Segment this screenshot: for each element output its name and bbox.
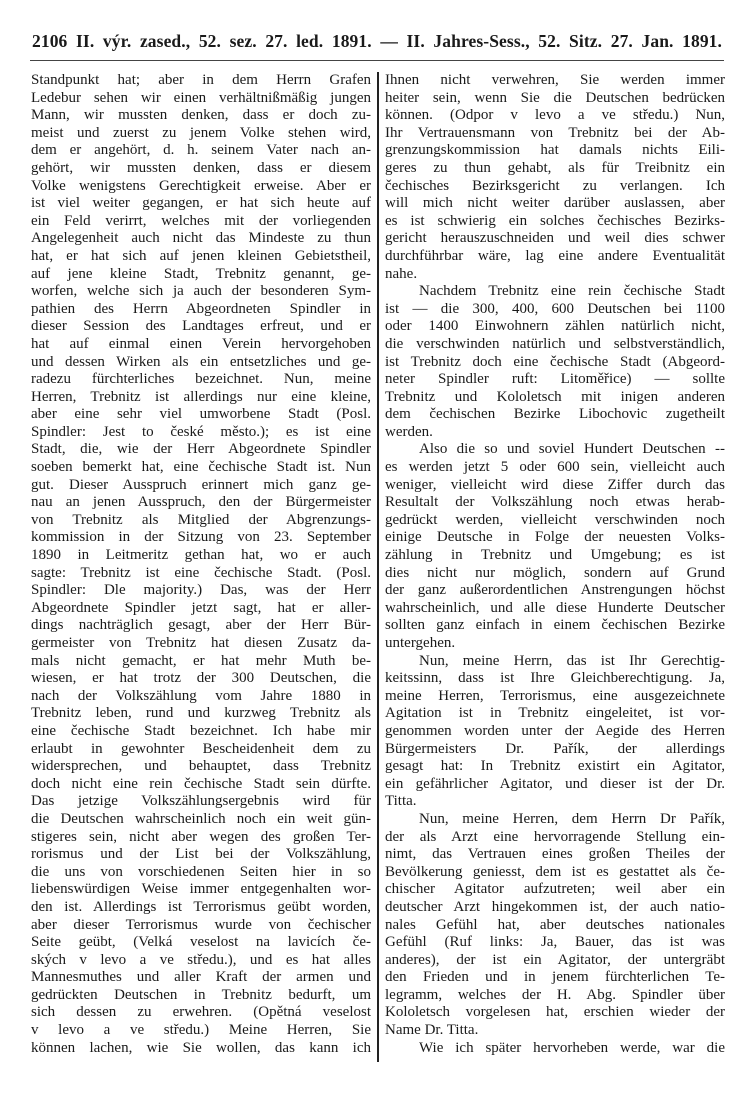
text-line: Mannesmuthes und aller Kraft der armen und xyxy=(31,969,371,986)
text-line: meist und zuerst zu jenem Volke stehen wird, xyxy=(31,124,371,141)
text-line: werden. xyxy=(385,423,433,440)
text-line: nahe. xyxy=(385,265,418,282)
text-line: oder 1400 Einwohnern zählen natürlich nicht, xyxy=(385,318,725,335)
text-line: Also die so und soviel Hundert Deutschen -- xyxy=(419,441,725,458)
text-line: anderes), der ist ein Agitator, der untergräbt xyxy=(385,951,725,968)
text-line: der ganz außerordentlichen Anstrengungen höchst xyxy=(385,582,725,599)
paragraph xyxy=(385,1040,725,1058)
text-line: sollten ganz einfach in einem čechischen Bezirke xyxy=(385,617,725,634)
text-line: doch nicht eine rein čechische Stadt sein dürfte. xyxy=(31,775,371,792)
text-line: einige Deutsche in Folge der neuesten Volks- xyxy=(385,529,725,546)
text-line: ein Feld verirrt, welches mit der vorliegenden xyxy=(31,212,371,229)
text-line: čechisches Bezirksgericht zu verlangen. Ich xyxy=(385,177,725,194)
text-line: Nachdem Trebnitz eine rein čechische Stadt xyxy=(419,283,725,300)
text-line: liebenswürdigen Weise immer entgegenhalten wor- xyxy=(31,881,371,898)
text-line: dieser Session des Landtages erfreut, und er xyxy=(31,318,371,335)
page-header: 2106 II. výr. zased., 52. sez. 27. led. 1891. — II. Jahres-Sess., 52. Sitz. 27. Jan. 1891. xyxy=(32,31,722,51)
text-line: gut. Dieser Ausspruch erinnert mich ganz ge- xyxy=(31,476,371,493)
text-line: ein gefährlicher Agitator, und dieser ist der Dr. xyxy=(385,775,725,792)
text-line: hat auf einmal einen Verein hervorgehoben xyxy=(31,335,371,352)
text-line: Resultalt der Volkszählung noch etwas herab- xyxy=(385,494,725,511)
text-line: Kololetsch vorgelesen hat, erschien wieder der xyxy=(385,1004,725,1021)
text-line: 1890 in Leitmeritz gethan hat, wo er auch xyxy=(31,547,371,564)
text-line: erlaubt in gewohnter Bescheidenheit dem zu xyxy=(31,740,371,757)
text-line: deutscher Arzt hingekommen ist, der auch natio- xyxy=(385,898,725,915)
text-line: Volke wenigstens Gerechtigkeit erweise. Aber er xyxy=(31,177,371,194)
text-line: wahrscheinlich, und alle diese Hunderte Deutscher xyxy=(385,599,725,616)
text-line: sagte: Trebnitz ist eine čechische Stadt. (Posl. xyxy=(31,564,371,581)
text-line: untergehen. xyxy=(385,635,456,651)
text-line: soeben bemerkt hat, eine čechische Stadt ist. Nun xyxy=(31,459,371,476)
paragraph xyxy=(385,653,725,811)
text-line: gehört, wir mussten denken, dass er diesem xyxy=(31,159,371,176)
text-line: Ledebur sehen wir einen verhältnißmäßig jungen xyxy=(31,89,371,106)
text-line: können lachen, wie Sie wollen, das kann ich xyxy=(31,1039,371,1056)
text-line: Abgeordnete Spindler jetzt sagt, hat er aller- xyxy=(31,599,371,616)
text-line: Nun, meine Herrn, das ist Ihr Gerechtig- xyxy=(419,652,725,669)
header-rule xyxy=(30,60,724,61)
text-line: ist Trebnitz doch eine čechische Stadt (Abgeord- xyxy=(385,353,725,370)
text-line: pathien des Herrn Abgeordneten Spindler in xyxy=(31,300,371,317)
text-line: meine Herren, Terrorismus, eine ausgezeichnete xyxy=(385,687,725,704)
text-line: es ist schwierig ein solches čechisches Bezirks- xyxy=(385,212,725,229)
text-line: weniger, vielleicht wird diese Ziffer durch das xyxy=(385,476,725,493)
text-line: stigeres sein, nicht aber wegen des großen Ter- xyxy=(31,828,371,845)
text-line: heiter sein, wenn Sie die Deutschen bedrücken xyxy=(385,89,725,106)
text-line: v levo a ve středu.) Meine Herren, Sie xyxy=(31,1022,371,1039)
text-line: nach der Volkszählung vom Jahre 1880 in xyxy=(31,687,371,704)
text-line: dem čechischen Bezirke Libochovic zugetheilt xyxy=(385,406,725,423)
text-line: gericht herauszuschneiden und weil dies schwer xyxy=(385,230,725,247)
text-line: nau an jenen Ausspruch, den der Bürgermeister xyxy=(31,494,371,511)
text-line: geres zu thun gehabt, als für Treibnitz ein xyxy=(385,159,725,176)
text-line: neter Spindler ruft: Litoměřice) — sollte xyxy=(385,371,725,388)
column-divider xyxy=(377,72,379,1062)
text-line: auf jene kleine Stadt, Trebnitz genannt, ge- xyxy=(31,265,371,282)
text-line: gedrückten Deutschen in Trebnitz bedurft, um xyxy=(31,986,371,1003)
text-line: eine čechische Stadt bezeichnet. Ich habe mir xyxy=(31,722,371,739)
text-line: Titta. xyxy=(385,793,417,810)
text-line: gedrückt werden, vielleicht verschwinden noch xyxy=(385,511,725,528)
paragraph xyxy=(31,72,371,1057)
text-line: aber dieser Terrorismus wurde von čechischer xyxy=(31,916,371,933)
text-line: durchführbar wäre, lag eine andere Eventualität xyxy=(385,247,725,264)
text-line: Ihr Vertrauensmann von Trebnitz bei der Ab- xyxy=(385,124,725,141)
text-line: Agitation ist in Trebnitz eingeleitet, ist vor- xyxy=(385,705,725,722)
text-line: grenzungskommission hat damals nichts Eili- xyxy=(385,142,725,159)
text-line: den Frieden und in jenem fürchterlichen Te- xyxy=(385,969,725,986)
paragraph xyxy=(385,72,725,283)
paragraph xyxy=(385,811,725,1040)
text-line: Spindler: Dle majority.) Das, was der Herr xyxy=(31,582,371,599)
text-line: von Trebnitz als Mitglied der Abgrenzungs- xyxy=(31,511,371,528)
text-line: der als Arzt eine hervorragende Stellung ein- xyxy=(385,828,725,845)
text-line: rorismus und der List bei der Volkszählung, xyxy=(31,846,371,863)
text-line: legramm, welches der H. Abg. Spindler über xyxy=(385,986,725,1003)
text-line: dem er angehört, d. h. seinem Vater nach an- xyxy=(31,142,371,159)
text-line: Bevölkerung geniesst, dem ist es gestattet als če- xyxy=(385,863,725,880)
text-line: Standpunkt hat; aber in dem Herrn Grafen xyxy=(31,72,371,88)
text-line: ist — die 300, 400, 600 Deutschen bei 1100 xyxy=(385,300,725,317)
text-line: germeister von Trebnitz hat diesen Zusatz da- xyxy=(31,635,371,651)
text-line: Seite geübt, (Velká veselost na lavicích če- xyxy=(31,934,371,951)
text-line: nimt, das Vertrauen eines großen Theiles der xyxy=(385,846,725,863)
text-line: worfen, welche sich ja auch der besonderen Sym- xyxy=(31,283,371,300)
text-line: den ist. Allerdings ist Terrorismus geübt worden, xyxy=(31,898,371,915)
text-line: die verschwinden natürlich und selbstverständlich, xyxy=(385,335,725,352)
text-line: aber eine sehr viel umworbene Stadt (Posl. xyxy=(31,406,371,423)
text-line: Herren, Trebnitz ist allerdings nur eine kleine, xyxy=(31,388,371,405)
text-line: Trebnitz und Kololetsch mit inigen anderen xyxy=(385,388,725,405)
paragraph xyxy=(385,441,725,652)
text-line: wiesen, er hat trotz der 300 Deutschen, die xyxy=(31,670,371,687)
text-line: Gefühl (Ruf links: Ja, Bauer, das ist was xyxy=(385,934,725,951)
text-line: mals nicht gemacht, er hat mehr Muth be- xyxy=(31,652,371,669)
text-line: sich dessen zu erwehren. (Opětná veselost xyxy=(31,1004,371,1021)
text-line: Spindler: Jest to české město.); es ist eine xyxy=(31,423,371,440)
text-line: Name Dr. Titta. xyxy=(385,1022,479,1039)
text-line: radezu fürchterliches bezeichnet. Nun, meine xyxy=(31,371,371,388)
text-line: will mich nicht weiter darüber auslassen, aber xyxy=(385,195,725,212)
text-line: Wie ich später hervorheben werde, war die xyxy=(419,1039,725,1056)
text-line: keitssinn, dass ist Ihre Gleichberechtigung. Ja, xyxy=(385,670,725,687)
text-line: gesagt hat: In Trebnitz existirt ein Agitator, xyxy=(385,758,725,775)
text-line: Ihnen nicht verwehren, Sie werden immer xyxy=(385,72,725,88)
text-line: ských v levo a ve středu.), und es hat alles xyxy=(31,951,371,968)
paragraph xyxy=(385,283,725,441)
text-line: können. (Odpor v levo a ve středu.) Nun, xyxy=(385,107,725,124)
text-line: Stadt, die, wie der Herr Abgeordnete Spindler xyxy=(31,441,371,458)
text-line: Mann, wir mussten denken, dass er doch zu- xyxy=(31,107,371,124)
text-line: dings nachträglich gesagt, aber der Herr Bür- xyxy=(31,617,371,634)
column-right xyxy=(385,72,725,1057)
text-line: Angelegenheit auch nicht das Mindeste zu thun xyxy=(31,230,371,247)
text-line: Bürgermeisters Dr. Pařík, der allerdings xyxy=(385,740,725,757)
text-line: Das jetzige Volkszählungsergebnis wird für xyxy=(31,793,371,810)
text-line: kommission in der Sitzung von 23. September xyxy=(31,529,371,546)
text-line: Nun, meine Herren, dem Herrn Dr Pařík, xyxy=(419,810,725,827)
text-line: chischer Agitator aufzutreten; weil aber ein xyxy=(385,881,725,898)
text-line: zählung in Trebnitz und Umgebung; es ist xyxy=(385,547,725,564)
text-line: und dessen Wirken als ein entsetzliches und ge- xyxy=(31,353,371,370)
text-line: ist viel weiter gegangen, er hat sich heute auf xyxy=(31,195,371,212)
text-line: die Deutschen wahrscheinlich noch ein weit gün- xyxy=(31,810,371,827)
text-line: Trebnitz leben, rund und kurzweg Trebnitz als xyxy=(31,705,371,722)
text-line: widersprechen, und behauptet, dass Trebnitz xyxy=(31,758,371,775)
column-left xyxy=(31,72,371,1057)
text-line: die uns von vorschiedenen Seiten hier in so xyxy=(31,863,371,880)
text-line: nales Gefühl hat, aber deutsches nationales xyxy=(385,916,725,933)
text-line: genommen worden unter der Aegide des Herren xyxy=(385,722,725,739)
text-line: dies nicht nur möglich, sondern auf Grund xyxy=(385,564,725,581)
text-line: es werden jetzt 5 oder 600 sein, vielleicht auch xyxy=(385,459,725,476)
text-line: hat, er hat sich auf jenen kleinen Gebietstheil, xyxy=(31,247,371,264)
